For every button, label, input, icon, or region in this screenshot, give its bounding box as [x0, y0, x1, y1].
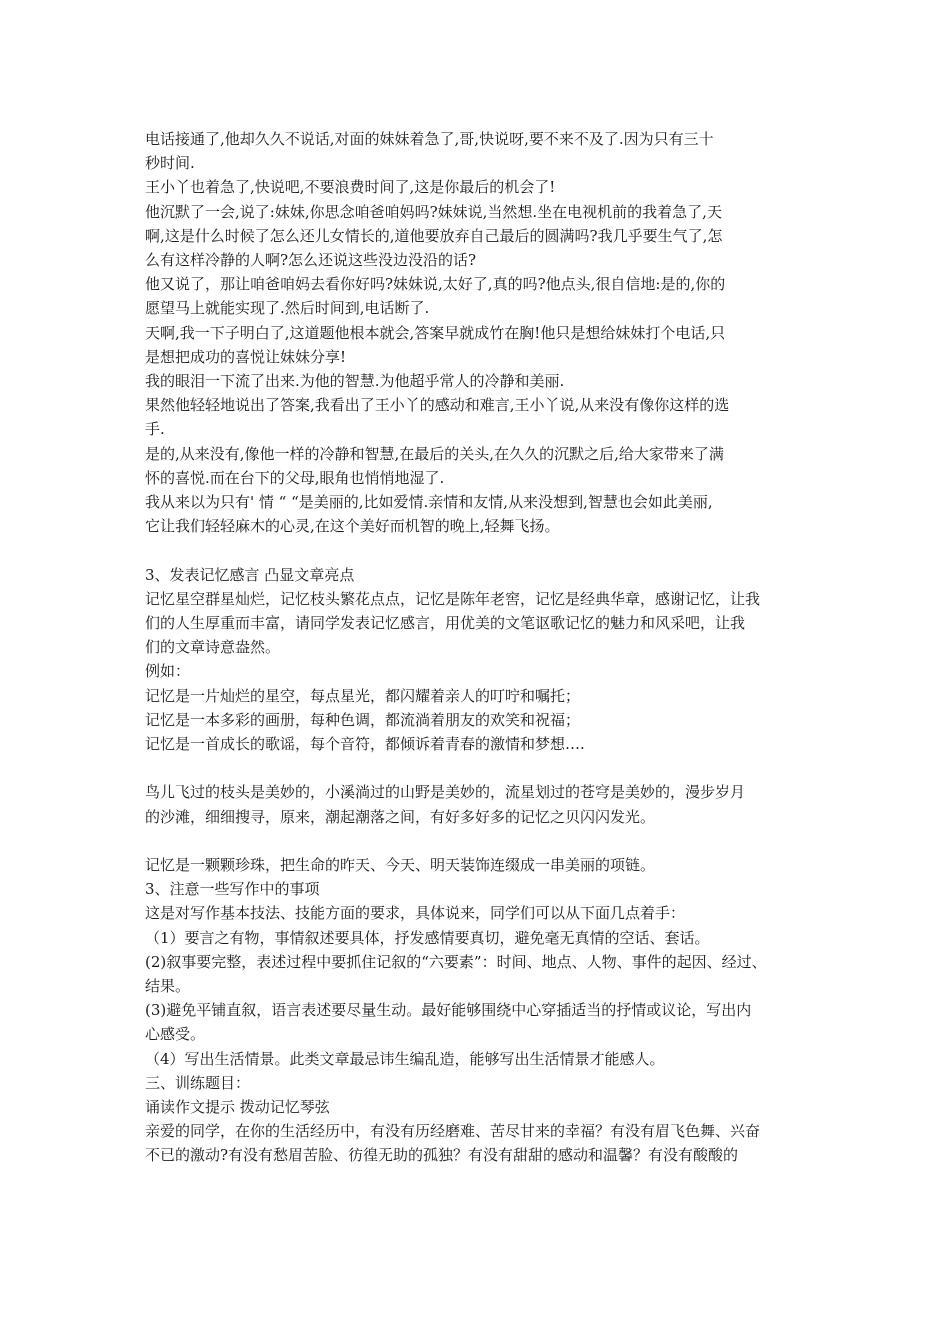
text-line-24: 记忆是一片灿烂的星空，每点星光，都闪耀着亲人的叮咛和嘱托；	[145, 686, 581, 705]
text-line-1: 电话接通了,他却久久不说话,对面的妹妹着急了,哥,快说呀,要不来不及了.因为只有三十	[145, 130, 714, 148]
text-line-17: 它让我们轻轻麻木的心灵,在这个美好而机智的晚上,轻舞飞扬。	[145, 517, 560, 536]
text-line-21: 们的人生厚重而丰富，请同学发表记忆感言，用优美的文笔讴歌记忆的魅力和风采吧，让我	[145, 614, 746, 633]
text-line-36: 结果。	[145, 977, 191, 996]
text-line-33: 这是对写作基本技法、技能方面的要求，具体说来，同学们可以从下面几点着手：	[145, 904, 686, 923]
text-line-10: 是想把成功的喜悦让妹妹分享!	[145, 347, 347, 366]
text-line-3: 王小丫也着急了,快说吧,不要浪费时间了,这是你最后的机会了!	[145, 178, 556, 197]
text-line-41: 诵读作文提示 拨动记忆琴弦	[145, 1098, 330, 1117]
text-line-4: 他沉默了一会,说了:妹妹,你思念咱爸咱妈吗?妹妹说,当然想.坐在电视机前的我着急了,天	[145, 202, 722, 221]
text-line-16: 我从来以为只有' 情 “ “是美丽的,比如爱情.亲情和友情,从来没想到,智慧也会如此美丽,	[145, 493, 713, 512]
blank-line	[145, 829, 825, 853]
text-line-29: 的沙滩，细细搜寻，原来，潮起潮落之间，有好多好多的记忆之贝闪闪发光。	[145, 807, 656, 826]
text-line-20: 记忆星空群星灿烂，记忆枝头繁花点点，记忆是陈年老窖，记忆是经典华章，感谢记忆，让我	[145, 589, 761, 608]
section-heading: 3、注意一些写作中的事项	[145, 880, 320, 899]
text-line-15: 怀的喜悦.而在台下的父母,眼角也悄悄地湿了.	[145, 468, 445, 487]
section-heading: 3、发表记忆感言 凸显文章亮点	[145, 565, 355, 584]
text-line-11: 我的眼泪一下流了出来.为他的智慧.为他超乎常人的冷静和美丽.	[145, 372, 565, 391]
text-line-25: 记忆是一本多彩的画册，每种色调，都流淌着朋友的欢笑和祝福；	[145, 710, 581, 729]
text-line-13: 手.	[145, 420, 165, 439]
text-line-37: (3)避免平铺直叙，语言表述要尽量生动。最好能够围绕中心穿插适当的抒情或议论，写出内	[145, 1001, 752, 1020]
text-line-31: 记忆是一颗颗珍珠，把生命的昨天、今天、明天装饰连缀成一串美丽的项链。	[145, 856, 656, 875]
section-heading: 三、训练题目：	[145, 1073, 251, 1092]
text-line-23: 例如：	[145, 662, 191, 681]
text-line-38: 心感受。	[145, 1025, 206, 1044]
blank-line	[145, 538, 825, 562]
text-line-39: （4）写出生活情景。此类文章最忌讳生编乱造，能够写出生活情景才能感人。	[145, 1049, 665, 1068]
text-line-43: 不已的激动?有没有愁眉苦脸、彷徨无助的孤独？有没有甜甜的感动和温馨？有没有酸酸的	[145, 1146, 739, 1165]
blank-line	[145, 756, 825, 780]
text-line-22: 们的文章诗意盎然。	[145, 638, 281, 657]
text-line-34: （1）要言之有物，事情叙述要具体，抒发感情要真切，避免毫无真情的空话、套话。	[145, 928, 710, 947]
text-line-35: (2)叙事要完整，表述过程中要抓住记叙的“六要素”：时间、地点、人物、事件的起因、经过、	[145, 952, 767, 971]
text-line-2: 秒时间.	[145, 154, 195, 173]
text-line-8: 愿望马上就能实现了.然后时间到,电话断了.	[145, 299, 430, 318]
text-line-7: 他又说了，那让咱爸咱妈去看你好吗?妹妹说,太好了,真的吗?他点头,很自信地:是的,你的	[145, 275, 726, 294]
text-line-42: 亲爱的同学，在你的生活经历中，有没有历经磨难、苦尽甘来的幸福？有没有眉飞色舞、兴奋	[145, 1122, 761, 1141]
text-line-6: 么有这样冷静的人啊?怎么还说这些没边没沿的话?	[145, 251, 477, 270]
text-line-26: 记忆是一首成长的歌谣，每个音符，都倾诉着青春的激情和梦想….	[145, 735, 585, 754]
text-line-5: 啊,这是什么时候了怎么还儿女情长的,道他要放弃自己最后的圆满吗?我几乎要生气了,怎	[145, 226, 723, 245]
text-line-14: 是的,从来没有,像他一样的冷静和智慧,在最后的关头,在久久的沉默之后,给大家带来了满	[145, 444, 724, 463]
text-line-12: 果然他轻轻地说出了答案,我看出了王小丫的感动和难言,王小丫说,从来没有像你这样的选	[145, 396, 730, 415]
document-page	[145, 127, 825, 1168]
text-line-9: 天啊,我一下子明白了,这道题他根本就会,答案早就成竹在胸!他只是想给妹妹打个电话,只	[145, 323, 726, 342]
text-line-28: 鸟儿飞过的枝头是美妙的，小溪淌过的山野是美妙的，流星划过的苍穹是美妙的，漫步岁月	[145, 783, 746, 802]
